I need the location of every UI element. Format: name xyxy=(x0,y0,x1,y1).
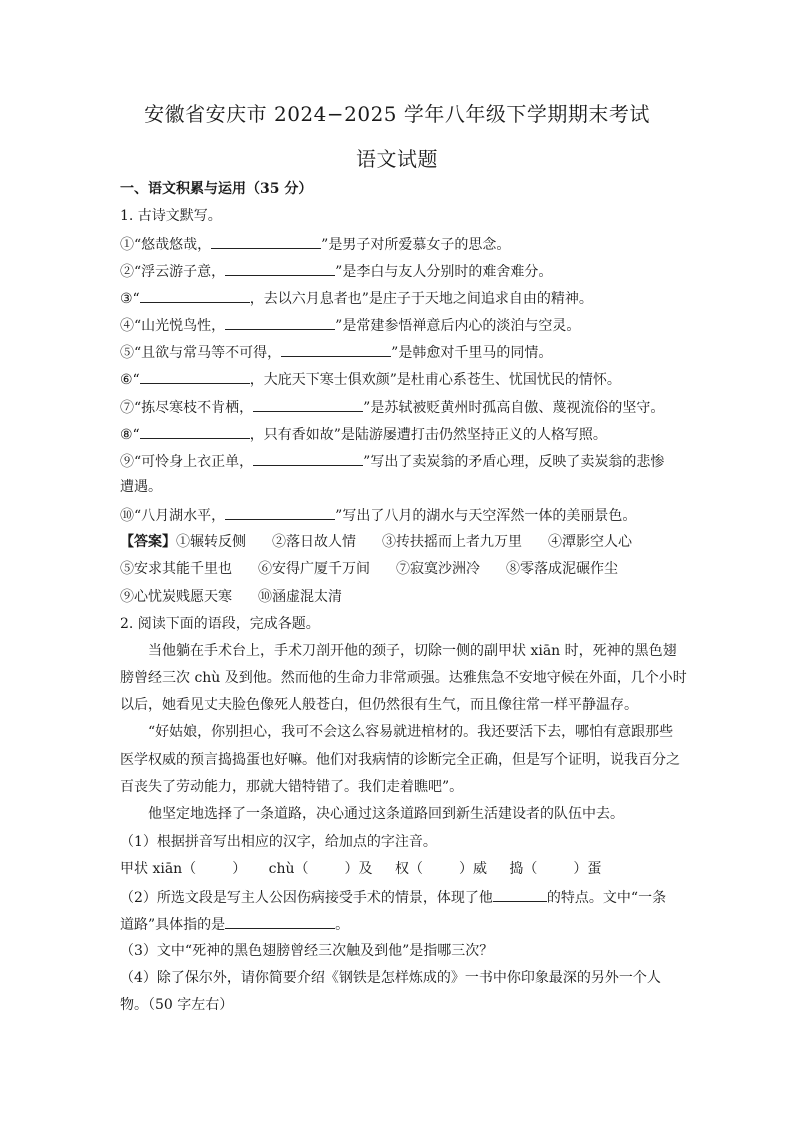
q1-item-2: ②“浮云游子意， ”是李白与友人分别时的难舍难分。 xyxy=(120,261,552,281)
pinyin-item: 权（ ）威 xyxy=(394,861,487,877)
answer-blank[interactable] xyxy=(211,234,321,249)
passage-line: 膀曾经三次 chù 及到他。然而他的生命力非常顽强。达雅焦急不安地守候在外面，几个小时 xyxy=(120,670,687,686)
sub-question-4: （4）除了保尔外，请你简要介绍《钢铁是怎样炼成的》一书中你印象最深的另外一个人 xyxy=(120,970,661,986)
answer-item: ⑤安求其能千里也 xyxy=(120,561,232,577)
answer-item: ③抟扶摇而上者九万里 xyxy=(382,534,522,550)
answer-blank[interactable] xyxy=(225,505,335,520)
answer-label: 【答案】 xyxy=(120,534,176,550)
sub-question-2: （2）所选文段是写主人公因伤病接受手术的情景，体现了他 的特点。文中“一条 xyxy=(120,887,666,907)
answer-blank[interactable] xyxy=(140,288,250,303)
answer-item: ①辗转反侧 xyxy=(176,534,246,550)
answer-blank[interactable] xyxy=(493,887,547,902)
answer-blank[interactable] xyxy=(140,369,250,384)
answer-blank[interactable] xyxy=(281,342,391,357)
q1-item-1: ①“悠哉悠哉， ”是男子对所爱慕女子的思念。 xyxy=(120,234,510,254)
passage-line: “好姑娘，你别担心，我可不会这么容易就进棺材的。我还要活下去，哪怕有意跟那些 xyxy=(148,724,674,740)
answer-blank[interactable] xyxy=(253,397,363,412)
pinyin-item: 甲状 xiān（ ） xyxy=(120,861,247,877)
sub-question-1: （1）根据拼音写出相应的汉字，给加点的字注音。 xyxy=(120,834,437,850)
answer-row-1 xyxy=(120,533,632,551)
exam-title: 安徽省安庆市 2024−2025 学年八年级下学期期末考试 xyxy=(144,102,650,126)
answer-item: ②落日故人情 xyxy=(272,534,356,550)
answer-blank[interactable] xyxy=(225,315,335,330)
answer-blank[interactable] xyxy=(225,261,335,276)
question-1-title: 1. 古诗文默写。 xyxy=(120,208,222,224)
q1-item-6: ⑥“ ，大庇天下寒士俱欢颜”是杜甫心系苍生、忧国忧民的情怀。 xyxy=(120,369,621,389)
answer-blank[interactable] xyxy=(225,914,335,929)
q1-item-7: ⑦“拣尽寒枝不肯栖， ”是苏轼被贬黄州时孤高自傲、蔑视流俗的坚守。 xyxy=(120,397,664,417)
answer-blank[interactable] xyxy=(140,424,250,439)
answer-item: ⑨心忧炭贱愿天寒 xyxy=(120,589,232,605)
q1-item-8: ⑧“ ，只有香如故”是陆游屡遭打击仍然坚持正义的人格写照。 xyxy=(120,424,607,444)
q1-item-3: ③“ ，去以六月息者也”是庄子于天地之间追求自由的精神。 xyxy=(120,288,593,308)
answer-row-3 xyxy=(120,588,342,606)
question-2-title: 2. 阅读下面的语段，完成各题。 xyxy=(120,616,320,632)
q1-item-5: ⑤“且欲与常马等不可得， ”是韩愈对千里马的同情。 xyxy=(120,342,552,362)
answer-item: ⑥安得广厦千万间 xyxy=(258,561,370,577)
exam-subtitle: 语文试题 xyxy=(356,147,438,171)
answer-row-2 xyxy=(120,560,618,578)
passage-line: 当他躺在手术台上，手术刀剖开他的颈子，切除一侧的副甲状 xiān 时，死神的黑色翅 xyxy=(148,643,677,659)
answer-item: ⑩涵虚混太清 xyxy=(258,589,342,605)
q1-item-9: ⑨“可怜身上衣正单， ”写出了卖炭翁的矛盾心理，反映了卖炭翁的悲惨 xyxy=(120,451,664,471)
pinyin-item: chù（ ）及 xyxy=(268,861,373,877)
q1-item-10: ⑩“八月湖水平， ”写出了八月的湖水与天空浑然一体的美丽景色。 xyxy=(120,505,636,525)
q1-item-4: ④“山光悦鸟性， ”是常建参悟禅意后内心的淡泊与空灵。 xyxy=(120,315,580,335)
answer-item: ④潭影空人心 xyxy=(548,534,632,550)
section-heading: 一、语文积累与运用（35 分） xyxy=(120,181,313,197)
passage-line: 以后，她看见丈夫脸色像死人般苍白，但仍然很有生气，而且像往常一样平静温存。 xyxy=(120,697,638,713)
sub-question-2-continued: 道路”具体指的是 。 xyxy=(120,914,349,934)
passage-line: 他坚定地选择了一条道路，决心通过这条道路回到新生活建设者的队伍中去。 xyxy=(148,806,624,822)
pinyin-item: 捣（ ）蛋 xyxy=(509,861,602,877)
answer-item: ⑦寂寞沙洲冷 xyxy=(396,561,480,577)
passage-line: 医学权威的预言捣捣蛋也好嘛。他们对我病情的诊断完全正确，但是写个证明，说我百分之 xyxy=(120,752,680,768)
answer-blank[interactable] xyxy=(253,451,363,466)
passage-line: 百丧失了劳动能力，那就大错特错了。我们走着瞧吧”。 xyxy=(120,779,464,795)
q1-item-9-continued: 遭遇。 xyxy=(120,479,162,495)
sub-question-3: （3）文中“死神的黑色翅膀曾经三次触及到他”是指哪三次？ xyxy=(120,943,494,959)
answer-item: ⑧零落成泥碾作尘 xyxy=(506,561,618,577)
sub-question-4-continued: 物。（50 字左右） xyxy=(120,997,234,1013)
pinyin-row xyxy=(120,860,601,878)
